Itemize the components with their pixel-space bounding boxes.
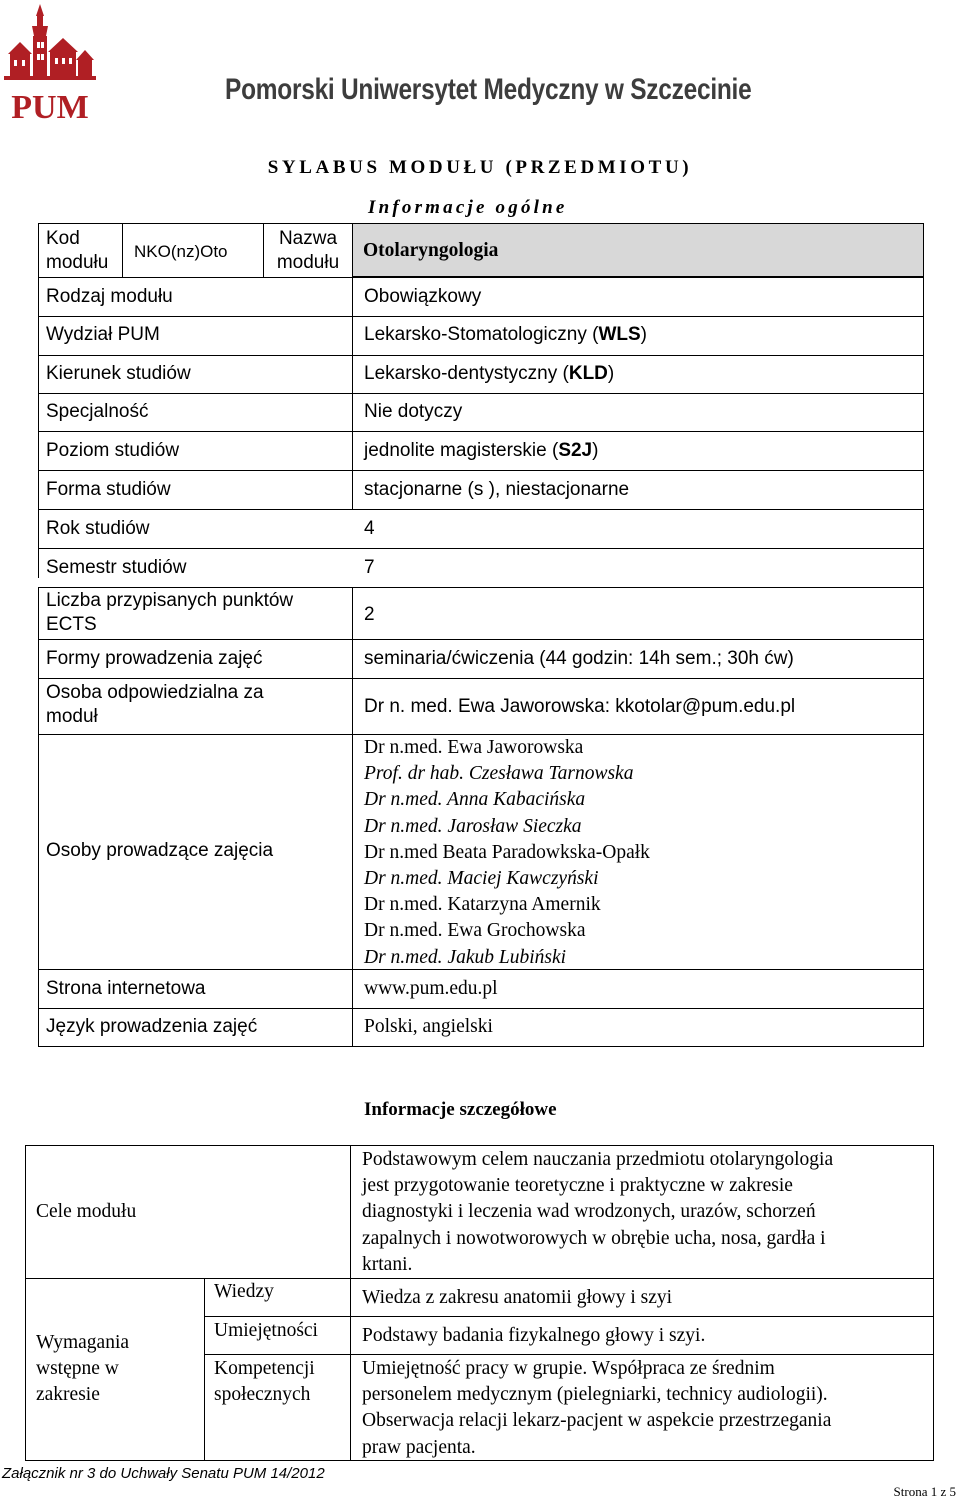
logo-text: PUM [11,89,89,122]
row-label: Liczba przypisanych punktów ECTS [46,590,294,635]
row-label: Osoby prowadzące zajęcia [46,840,274,861]
teacher-item: Dr n.med. Jarosław Sieczka [364,815,582,837]
text-line: Obserwacja relacji lekarz-pacjent w aspekcie przestrzegania [362,1410,832,1432]
row-value: Lekarsko-Stomatologiczny (WLS) [364,324,647,345]
university-logo [2,2,98,122]
teacher-item: Dr n.med. Anna Kabacińska [364,789,586,811]
text-line: personelem medycznym (pielegniarki, technicy audiologii). [362,1384,828,1406]
kompetencje-label [214,1356,315,1408]
kod-value: NKO(nz)Oto [134,242,228,261]
module-name: Otolaryngologia [363,240,499,261]
kod-label: Kod modułu [46,228,109,273]
row-label: Semestr studiów [46,557,187,578]
row-value: 7 [364,557,375,578]
teacher-item: Dr n.med. Jakub Lubiński [364,946,567,968]
page-number: Strona 1 z 5 [893,1484,956,1499]
row-label: Rok studiów [46,518,150,539]
teacher-item: Dr n.med. Ewa Grochowska [364,920,586,942]
row-value: 4 [364,518,375,539]
teacher-item: Dr n.med Beata Paradowkska-Opałk [364,841,650,863]
text-line: krtani. [362,1253,413,1275]
details-heading: Informacje szczegółowe [364,1099,557,1120]
row-value: Lekarsko-dentystyczny (KLD) [364,363,615,384]
general-info-heading: Informacje ogólne [368,197,568,218]
row-value: Polski, angielski [364,1016,493,1037]
wiedzy-value: Wiedza z zakresu anatomii głowy i szyi [362,1287,673,1308]
page-title: SYLABUS MODUŁU (PRZEDMIOTU) [267,157,693,178]
row-label: Specjalność [46,401,149,422]
row-value: Dr n. med. Ewa Jaworowska: kkotolar@pum.edu.pl [364,696,796,717]
row-value: Nie dotyczy [364,401,463,422]
row-label: Kierunek studiów [46,363,191,384]
text-line: zapalnych i nowotworowych w obrębie ucha, nosa, gardła i [362,1227,826,1249]
text-line: Wymagania [36,1332,130,1353]
wymagania-label [36,1330,129,1409]
footer-attachment-note: Załącznik nr 3 do Uchwały Senatu PUM 14/2012 [2,1465,325,1482]
text-line: praw pacjenta. [362,1436,476,1458]
text-line: zakresie [36,1384,100,1406]
text-line: Podstawowym celem nauczania przedmiotu otolaryngologia [362,1149,834,1170]
wiedzy-label: Wiedzy [214,1281,274,1302]
row-label: Poziom studiów [46,440,180,461]
kompetencje-text [362,1356,831,1461]
website-link[interactable]: www.pum.edu.pl [364,978,498,999]
row-label: Wydział PUM [46,324,160,345]
umiejetnosci-label: Umiejętności [214,1320,318,1341]
teacher-item: Dr n.med. Maciej Kawczyński [364,868,599,890]
text-line: wstępne w [36,1358,119,1380]
row-value: stacjonarne (s ), niestacjonarne [364,479,630,500]
text-line: jest przygotowanie teoretyczne i praktyczne w zakresie [362,1175,793,1197]
teacher-item: Dr n.med. Katarzyna Amernik [364,894,601,916]
umiejetnosci-value: Podstawy badania fizykalnego głowy i szyi. [362,1325,706,1346]
row-label: Strona internetowa [46,978,206,999]
row-label: Język prowadzenia zajęć [46,1016,258,1037]
row-label: Formy prowadzenia zajęć [46,648,263,669]
text-line: diagnostyki i leczenia wad wrodzonych, urazów, schorzeń [362,1201,816,1223]
row-label: Forma studiów [46,479,171,500]
teacher-item: Dr n.med. Ewa Jaworowska [364,737,584,758]
row-value: Obowiązkowy [364,286,482,307]
teachers-list [364,735,650,971]
cele-label: Cele modułu [36,1201,137,1222]
text-line: społecznych [214,1384,311,1406]
row-label: Osoba odpowiedzialna za moduł [46,682,264,727]
text-line: Kompetencji [214,1358,315,1379]
cele-text [362,1147,833,1278]
row-value: 2 [364,604,375,625]
nazwa-label: Nazwa modułu [276,228,340,273]
row-value: jednolite magisterskie (S2J) [364,440,599,461]
text-line: Umiejętność pracy w grupie. Współpraca ze średnim [362,1358,775,1379]
row-label: Rodzaj modułu [46,286,173,307]
university-name: Pomorski Uniwersytet Medyczny w Szczecinie [225,73,752,106]
teacher-item: Prof. dr hab. Czesława Tarnowska [364,763,634,785]
row-value: seminaria/ćwiczenia (44 godzin: 14h sem.; 30h ćw) [364,648,794,669]
